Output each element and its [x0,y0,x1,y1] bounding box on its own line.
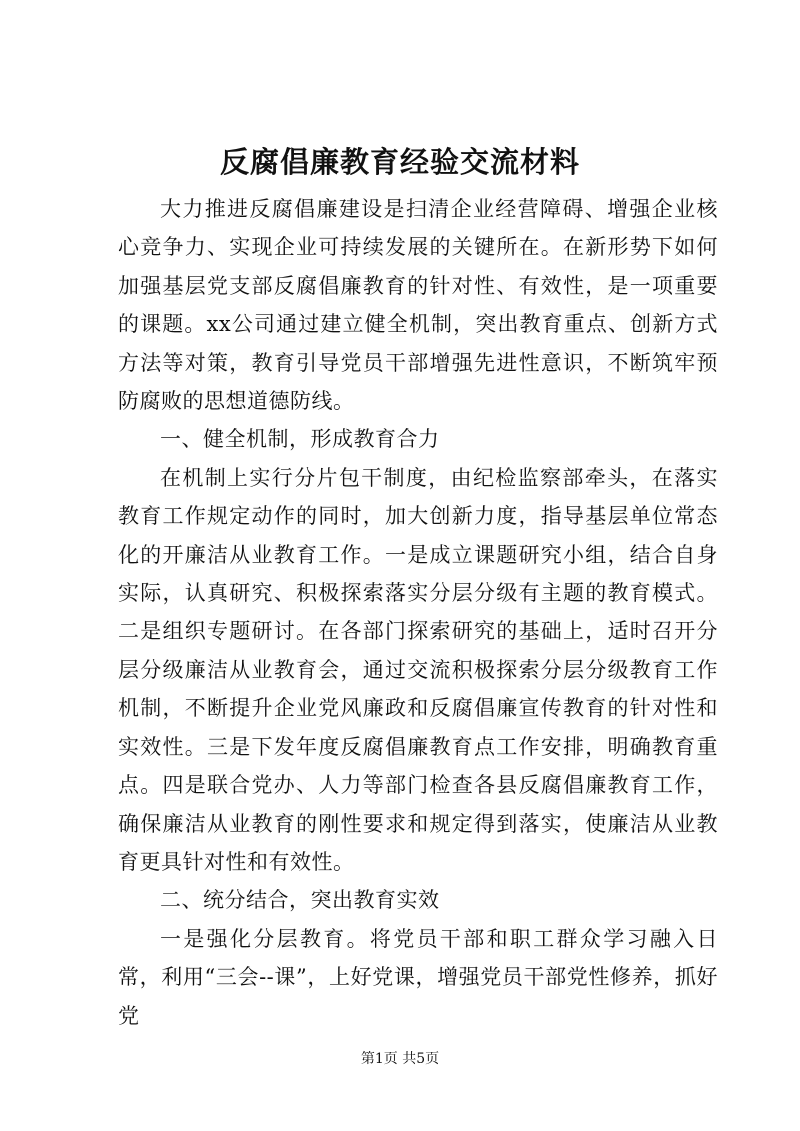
page-number-footer: 第1页 共5页 [360,1051,440,1067]
section-1-paragraph: 在机制上实行分片包干制度，由纪检监察部牵头，在落实教育工作规定动作的同时，加大创新力度，指导基层单位常态化的开廉洁从业教育工作。一是成立课题研究小组，结合自身实际，认真研究、积极探索落实分层分级有主题的教育模式。二是组织专题研讨。在各部门探索研究的基础上，适时召开分层分级廉洁从业教育会，通过交流积极探索分层分级教育工作机制，不断提升企业党风廉政和反腐倡廉宣传教育的针对性和实效性。三是下发年度反腐倡廉教育点工作安排，明确教育重点。四是联合党办、人力等部门检查各县反腐倡廉教育工作，确保廉洁从业教育的刚性要求和规定得到落实，使廉洁从业教育更具针对性和有效性。 [118,465,718,874]
section-heading-2: 二、统分结合，突出教育实效 [160,888,440,913]
document-body [118,190,718,1035]
section-2-paragraph: 一是强化分层教育。将党员干部和职工群众学习融入日常，利用“三会--课”，上好党课，增强党员干部党性修养，抓好党 [118,926,718,1028]
section-heading-1: 一、健全机制，形成教育合力 [160,427,440,452]
intro-paragraph: 大力推进反腐倡廉建设是扫清企业经营障碍、增强企业核心竞争力、实现企业可持续发展的关键所在。在新形势下如何加强基层党支部反腐倡廉教育的针对性、有效性，是一项重要的课题。xx公司通过建立健全机制，突出教育重点、创新方式方法等对策，教育引导党员干部增强先进性意识，不断筑牢预防腐败的思想道德防线。 [118,197,718,414]
page-title: 反腐倡廉教育经验交流材料 [219,145,580,179]
